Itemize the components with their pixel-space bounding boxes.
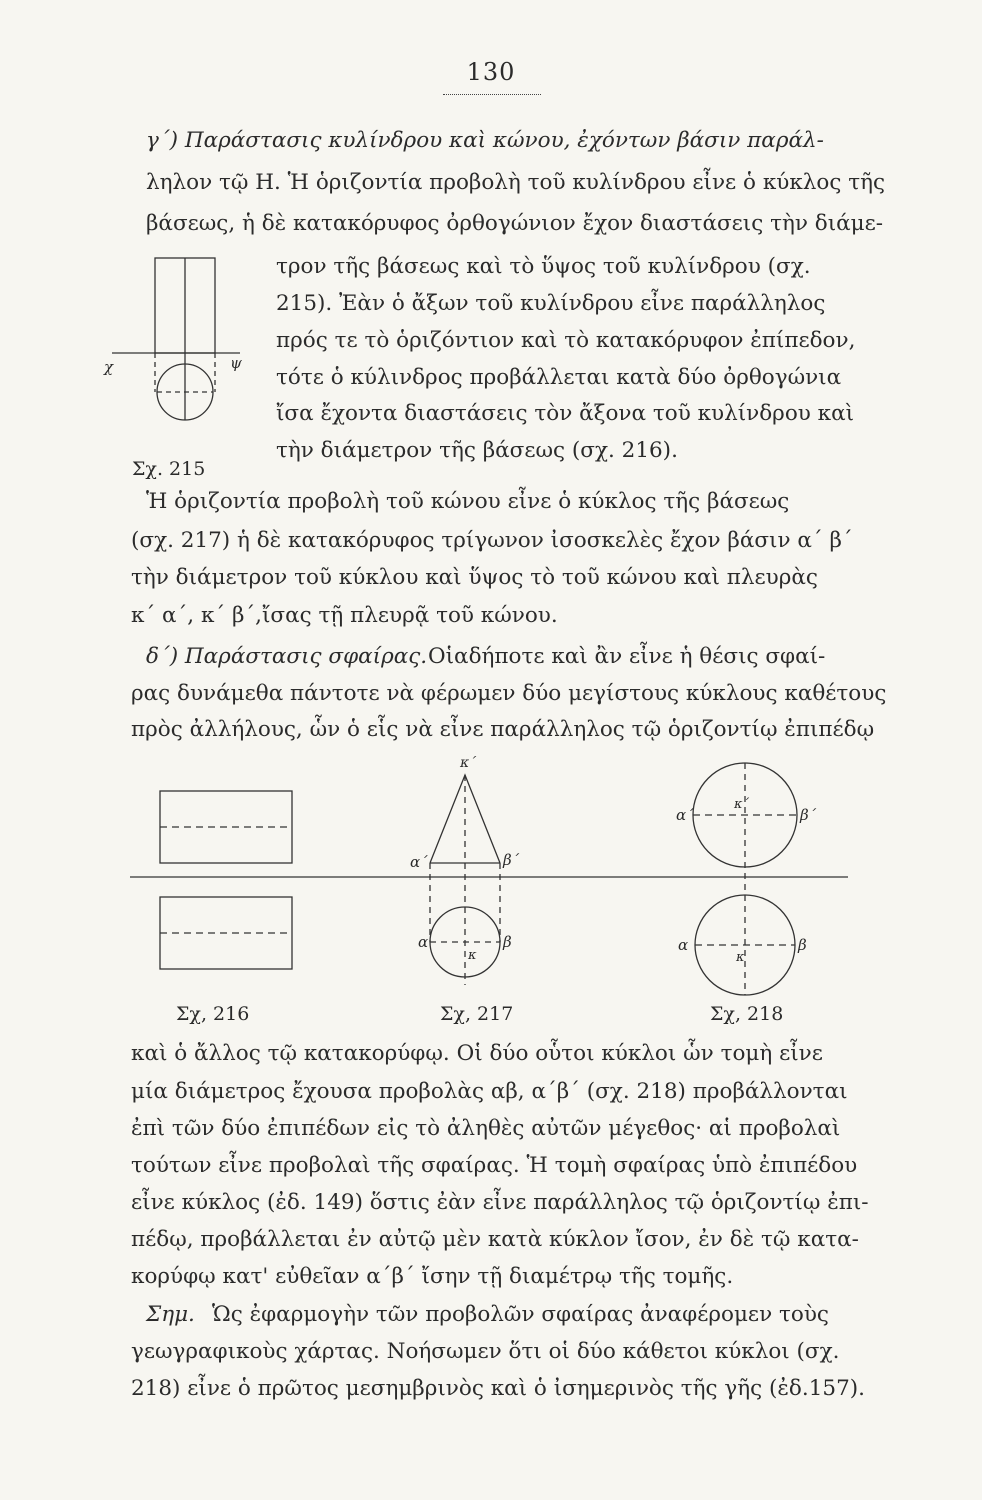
- text-line: γεωγραφικοὺς χάρτας. Νοήσωμεν ὅτι οἱ δύο κάθετοι κύκλοι (σχ.: [131, 1339, 840, 1364]
- page-number-rule: [443, 94, 541, 95]
- text-line: 218) εἶνε ὁ πρῶτος μεσημβρινὸς καὶ ὁ ἰσημερινὸς τῆς γῆς (ἐδ.157).: [131, 1376, 865, 1401]
- text-line: Ἡ ὁριζοντία προβολὴ τοῦ κώνου εἶνε ὁ κύκλος τῆς βάσεως: [146, 489, 790, 514]
- text-line: (σχ. 217) ἡ δὲ κατακόρυφος τρίγωνον ἰσοσκελὲς ἔχον βάσιν α΄ β΄: [131, 528, 853, 553]
- paragraph-g-heading: γ΄) Παράστασις κυλίνδρου καὶ κώνου, ἐχόντων βάσιν παράλ-: [146, 128, 824, 153]
- text-line: καὶ ὁ ἄλλος τῷ κατακορύφῳ. Οἱ δύο οὗτοι κύκλοι ὧν τομὴ εἶνε: [131, 1041, 823, 1066]
- fig217-label-k: κ: [468, 948, 477, 963]
- fig218-label-a: α: [678, 936, 689, 954]
- caption-217: Σχ, 217: [440, 1003, 514, 1025]
- text-line: τὴν διάμετρον τῆς βάσεως (σχ. 216).: [276, 438, 678, 463]
- text-line: τρον τῆς βάσεως καὶ τὸ ὕψος τοῦ κυλίνδρου (σχ.: [276, 254, 811, 279]
- text-line: κορύφῳ κατ' εὐθεῖαν α΄β΄ ἴσην τῇ διαμέτρῳ τῆς τομῆς.: [131, 1264, 734, 1289]
- text-line: μία διάμετρος ἔχουσα προβολὰς αβ, α΄β΄ (σχ. 218) προβάλλονται: [131, 1079, 848, 1104]
- text-line: βάσεως, ἡ δὲ κατακόρυφος ὀρθογώνιον ἔχον διαστάσεις τὴν διάμε-: [146, 211, 884, 236]
- page-number: 130: [466, 58, 516, 86]
- fig218-label-a-prime: α΄: [676, 806, 694, 824]
- fig218-label-b-prime: β΄: [800, 806, 817, 824]
- note-label: Σημ.: [146, 1302, 195, 1327]
- caption-216: Σχ, 216: [176, 1003, 250, 1025]
- text-line: τούτων εἶνε προβολαὶ τῆς σφαίρας. Ἡ τομὴ σφαίρας ὑπὸ ἐπιπέδου: [131, 1153, 858, 1178]
- figure-215: [100, 250, 250, 480]
- text-line: κ΄ α΄, κ΄ β΄,ἴσας τῇ πλευρᾷ τοῦ κώνου.: [131, 603, 558, 628]
- text-line: τὴν διάμετρον τοῦ κύκλου καὶ ὕψος τὸ τοῦ κώνου καὶ πλευρὰς: [131, 565, 818, 590]
- text-line: εἶνε κύκλος (ἐδ. 149) ὅστις ἐὰν εἶνε παράλληλος τῷ ὁριζοντίῳ ἐπι-: [131, 1190, 869, 1215]
- fig218-label-k-prime: κ΄: [734, 797, 750, 812]
- fig217-label-b-prime: β΄: [503, 851, 520, 869]
- text-line: Ὡς ἐφαρμογὴν τῶν προβολῶν σφαίρας ἀναφέρομεν τοὺς: [212, 1302, 829, 1327]
- text-line: Οἱαδήποτε καὶ ἂν εἶνε ἡ θέσις σφαί-: [428, 644, 826, 669]
- fig215-label-x: χ: [104, 358, 114, 376]
- text-line: πρός τε τὸ ὁριζόντιον καὶ τὸ κατακόρυφον ἐπίπεδον,: [276, 328, 856, 353]
- text-line: πέδῳ, προβάλλεται ἐν αὐτῷ μὲν κατὰ κύκλον ἴσον, ἐν δὲ τῷ κατα-: [131, 1227, 859, 1252]
- fig215-label-psi: ψ: [230, 354, 242, 372]
- fig217-label-a-prime: α΄: [410, 853, 428, 871]
- fig218-label-b: β: [798, 936, 807, 954]
- text-line: 215). Ἐὰν ὁ ἄξων τοῦ κυλίνδρου εἶνε παράλληλος: [276, 291, 826, 316]
- paragraph-d-heading: δ΄) Παράστασις σφαίρας.: [146, 644, 428, 669]
- figures-216-218: [130, 755, 870, 1005]
- fig217-label-a: α: [418, 933, 429, 951]
- caption-218: Σχ, 218: [710, 1003, 784, 1025]
- text-line: ἐπὶ τῶν δύο ἐπιπέδων εἰς τὸ ἀληθὲς αὐτῶν μέγεθος· αἱ προβολαὶ: [131, 1116, 841, 1141]
- text-line: ἴσα ἔχοντα διαστάσεις τὸν ἄξονα τοῦ κυλίνδρου καὶ: [276, 401, 855, 426]
- text-line: πρὸς ἀλλήλους, ὧν ὁ εἷς νὰ εἶνε παράλληλος τῷ ὁριζοντίῳ ἐπιπέδῳ: [131, 717, 875, 742]
- fig217-label-apex: κ΄: [460, 755, 477, 771]
- caption-215: Σχ. 215: [132, 458, 206, 480]
- fig217-label-b: β: [503, 933, 512, 951]
- fig218-label-k: κ: [736, 950, 745, 965]
- text-line: τότε ὁ κύλινδρος προβάλλεται κατὰ δύο ὀρθογώνια: [276, 365, 842, 390]
- text-line: ληλον τῷ Η. Ἡ ὁριζοντία προβολὴ τοῦ κυλίνδρου εἶνε ὁ κύκλος τῆς: [146, 170, 886, 195]
- text-line: ρας δυνάμεθα πάντοτε νὰ φέρωμεν δύο μεγίστους κύκλους καθέτους: [131, 681, 887, 706]
